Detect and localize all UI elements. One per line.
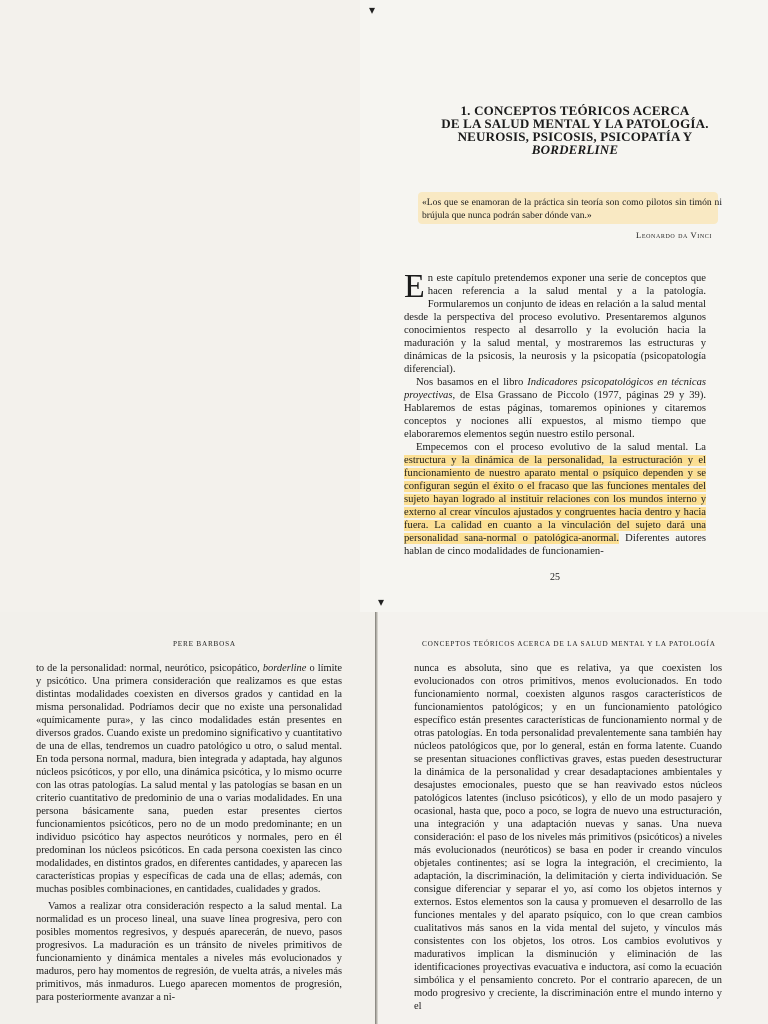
book-title: Indicadores psicopatológicos en técnicas proyectivas (404, 377, 706, 401)
running-head: PERE BARBOSA (173, 640, 236, 648)
paragraph-text: Empecemos con el proceso evolutivo de la salud mental. La (416, 442, 706, 453)
drop-cap: E (404, 268, 425, 305)
page-number: 25 (550, 572, 560, 583)
paragraph-text: , de Elsa Grassano de Piccolo (1977, páginas 29 y 39). Hablaremos de estas páginas, tomaremos opiniones y citaremos conceptos y nociones allí expuestos, al mismo tiempo que elaboraremos elementos según nuestro estilo personal. (404, 390, 706, 440)
paragraph (404, 268, 706, 376)
paragraph-text: Nos basamos en el libro (416, 377, 528, 388)
running-head: CONCEPTOS TEÓRICOS ACERCA DE LA SALUD MENTAL Y LA PATOLOGÍA (422, 640, 716, 648)
paragraph (404, 441, 706, 558)
chapter-body (404, 268, 706, 558)
paragraph: nunca es absoluta, sino que es relativa, ya que coexisten los evolucionados con otros primitivos, menos evolucionados. En todo funcionamiento normal, coexisten algunos rasgos característicos de funcionamientos patológicos; y en un funcionamiento patológico específico están presentes características de funcionamiento normal y de otras patologías. En toda personalidad prevalentemente sana también hay núcleos patológicos que, por lo general, están en forma latente. Cuando se presentan situaciones conflictivas graves, estas pueden desestructurar la dinámica de la personalidad y crear desadaptaciones ambientales y desajustes emocionales, puesto que se han reavivado estos núcleos patológicos latentes (incluso psicóticos), y ello de un modo pasajero y ocasional, hasta que, poco a poco, se logra de nuevo una estructuración, una integración y una adaptación nuevas y sanas. Una nueva consideración: el paso de los niveles más primitivos (psicóticos) a niveles más evolucionados (neuróticos) se basa en poder ir creando vínculos objetales continentes; así se logra la integración, el crecimiento, la adaptación, la discriminación, la delimitación y cierta individuación. Se consigue diferenciar y separar el yo, así como los objetos internos y externos. Estos elementos son la causa y promueven el desarrollo de las funciones mentales y del aparato psíquico, con lo que crean cambios cualitativos más sanos en la vida mental del sujeto, y vínculos más consistentes con los objetos, los otros. Los cambios evolutivos y madurativos implican la disminución y eliminación de las identificaciones proyectivas evacuativa e inductora, así como la ecuación simbólica y el pensamiento concreto. Por el contrario aparecen, de un modo progresivo y creciente, la discriminación entre el mundo interno y el (414, 663, 722, 1012)
epigraph-author: Leonardo da Vinci (636, 230, 712, 240)
italic-term: borderline (262, 663, 307, 674)
paragraph-text: o límite y psicótico. Una primera consideración que realizamos es que estas distintas modalidades coexisten en diversos grados y cantidad en la misma personalidad. Podríamos decir que no existe una personalidad «químicamente pura», y las cinco modalidades están presentes en diversos grados. Cuando existe un predomino significativo y cuantitativo de una de ellas, tendremos un cuadro patológico u otro, o salud mental. En toda persona normal, madura, bien integrada y adaptada, hay algunos núcleos psicóticos, y por ello, una dinámica psicótica, y lo mismo ocurre con las otras patologías. La salud mental y las patologías se basan en un criterio cuantitativo de predominio de una o varias modalidades. En una persona básicamente sana, pueden estar presentes ciertos funcionamientos psicóticos, pero no de un modo predominante; en un individuo psicótico hay aspectos neuróticos y normales, pero en él predominan los núcleos psicóticos. En cada persona coexisten las cinco modalidades, en distintos grados, en diferentes cantidades, y aparecen las características propias y específicas de cada una de ellas; además, con muchas posibles combinaciones, en cantidades, cualidades y grados. (36, 663, 342, 895)
chapter-title-line: NEUROSIS, PSICOSIS, PSICOPATÍA Y (457, 129, 693, 144)
page-body (414, 662, 722, 1013)
page-left (0, 612, 375, 1024)
paragraph-text: to de la personalidad: normal, neurótico, psicopático, (36, 663, 263, 674)
paragraph: Vamos a realizar otra consideración respecto a la salud mental. La normalidad es un proceso lineal, una suave línea progresiva, pero con posibles momentos regresivos, y después aparecerán, de nuevo, pasos progresivos. La maduración es un tránsito de niveles primitivos de funcionamiento y dinámica mentales a niveles más evolucionados y maduros, pero hay momentos de regresión, de vuelta atrás, a niveles más primitivos, más inmaduros. Luego aparecen momentos de progresión, para posteriormente avanzar a ni- (36, 901, 342, 1003)
paragraph (36, 662, 342, 896)
paragraph-text: Diferentes autores hablan de cinco modalidades de funcionamien- (404, 533, 706, 557)
page-25 (360, 0, 768, 612)
page-right (378, 612, 768, 1024)
chapter-title-line (440, 143, 710, 156)
registration-mark: ▾ (378, 595, 385, 609)
chapter-title (440, 104, 710, 156)
chapter-title-line: 1. CONCEPTOS TEÓRICOS ACERCA (460, 103, 690, 118)
page-body (36, 662, 342, 1004)
epigraph-quote: «Los que se enamoran de la práctica sin teoría son como pilotos sin timón ni brújula que nunca podrán saber dónde van.» (422, 197, 722, 221)
chapter-title-line: DE LA SALUD MENTAL Y LA PATOLOGÍA. (441, 116, 709, 131)
registration-mark: ▾ (369, 3, 376, 17)
paragraph (404, 376, 706, 441)
chapter-title-italic: BORDERLINE (531, 142, 619, 157)
highlighted-passage: estructura y la dinámica de la personalidad, la estructuración y el funcionamiento de nuestro aparato mental o psíquico dependen y se configuran según el éxito o el fracaso que las funciones mentales del sujeto hayan logrado al instituir relaciones con los mundos interno y externo al crear vínculos ajustados y congruentes hacia dentro y hacia fuera. La calidad en cuanto a la vinculación del sujeto dará una personalidad sana-normal o patológica-anormal. (404, 455, 706, 544)
paragraph-text: n este capítulo pretendemos exponer una serie de conceptos que hacen referencia a la salud mental y a la patología. Formularemos un conjunto de ideas en relación a la salud mental desde la perspectiva del proceso evolutivo. Presentaremos algunos conocimientos respecto al desarrollo y la evolución hacia la maduración y la salud mental, y mostraremos las estructuras y dinámicas de la psicosis, la neurosis y la psicopatía (psicopatología diferencial). (404, 273, 706, 375)
